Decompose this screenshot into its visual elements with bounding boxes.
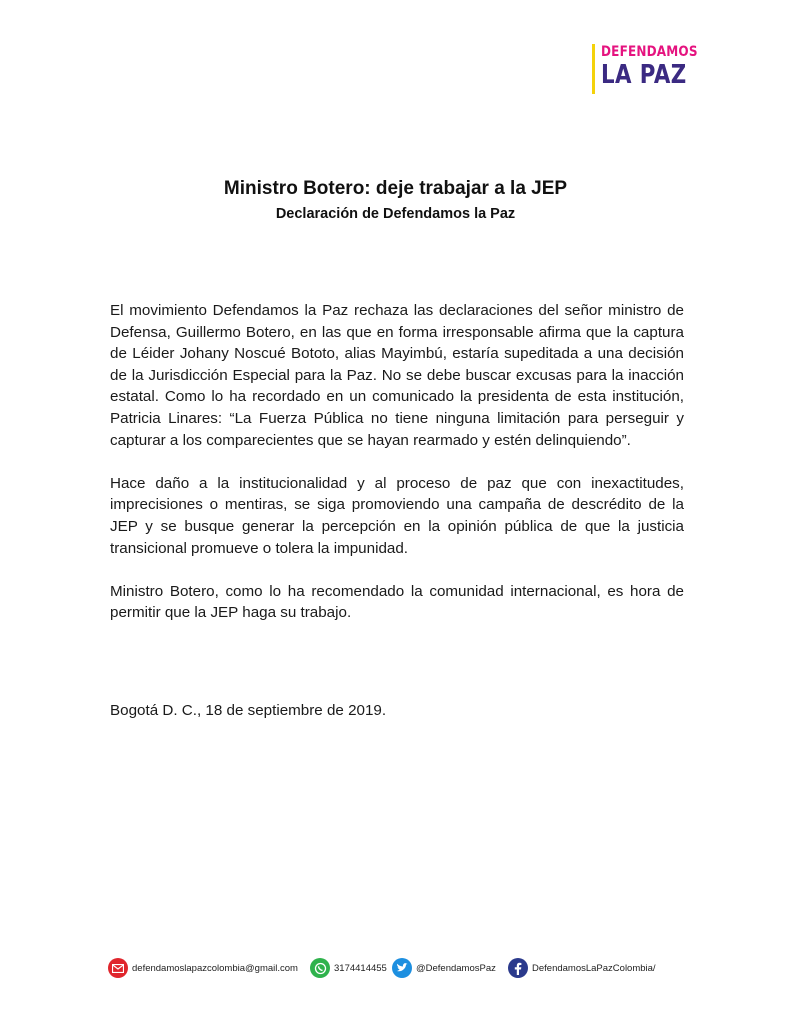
logo-line-1: DEFENDAMOS [601, 44, 698, 60]
paragraph-3: Ministro Botero, como lo ha recomendado la comunidad internacional, es hora de permitir que la JEP haga su trabajo. [110, 582, 684, 622]
document-subtitle: Declaración de Defendamos la Paz [275, 206, 516, 222]
footer-email[interactable] [108, 955, 298, 981]
paragraph-2: Hace daño a la institucionalidad y al proceso de paz que con inexactitudes, imprecisiones o mentiras, se siga promoviendo una campaña de descrédito de la JEP y se busque generar la percepción en la opinión pública de que la justicia transicional promueve o tolera la impunidad. [110, 474, 684, 557]
footer-whatsapp-text: 3174414455 [334, 962, 387, 974]
document-body [110, 300, 684, 646]
twitter-icon [392, 958, 412, 978]
mail-icon [108, 958, 128, 978]
facebook-icon [508, 958, 528, 978]
document-title: Ministro Botero: deje trabajar a la JEP [223, 178, 568, 199]
paragraph-1: El movimiento Defendamos la Paz rechaza las declaraciones del señor ministro de Defensa, Guillermo Botero, en las que en forma irresponsable afirma que la captura de Léider Johany Noscué Bototo, alias Mayimbú, estaría supeditada a una decisión de la Jurisdicción Especial para la Paz. No se debe buscar excusas para la inacción estatal. Como lo ha recordado en un comunicado la presidenta de esta institución, Patricia Linares: “La Fuerza Pública no tiene ninguna limitación para perseguir y capturar a los comparecientes que se hayan rearmado y estén delinquiendo”. [110, 302, 684, 449]
defendamos-la-paz-logo [592, 44, 702, 94]
footer-facebook-text: DefendamosLaPazColombia/ [532, 962, 656, 974]
footer-twitter-text: @DefendamosPaz [416, 962, 496, 974]
logo-line-2: LA PAZ [601, 60, 687, 90]
contact-footer [108, 955, 688, 981]
whatsapp-icon [310, 958, 330, 978]
dateline: Bogotá D. C., 18 de septiembre de 2019. [110, 702, 387, 719]
footer-twitter[interactable] [392, 955, 496, 981]
footer-whatsapp[interactable] [310, 955, 387, 981]
footer-facebook[interactable] [508, 955, 656, 981]
footer-email-text: defendamoslapazcolombia@gmail.com [132, 962, 298, 974]
